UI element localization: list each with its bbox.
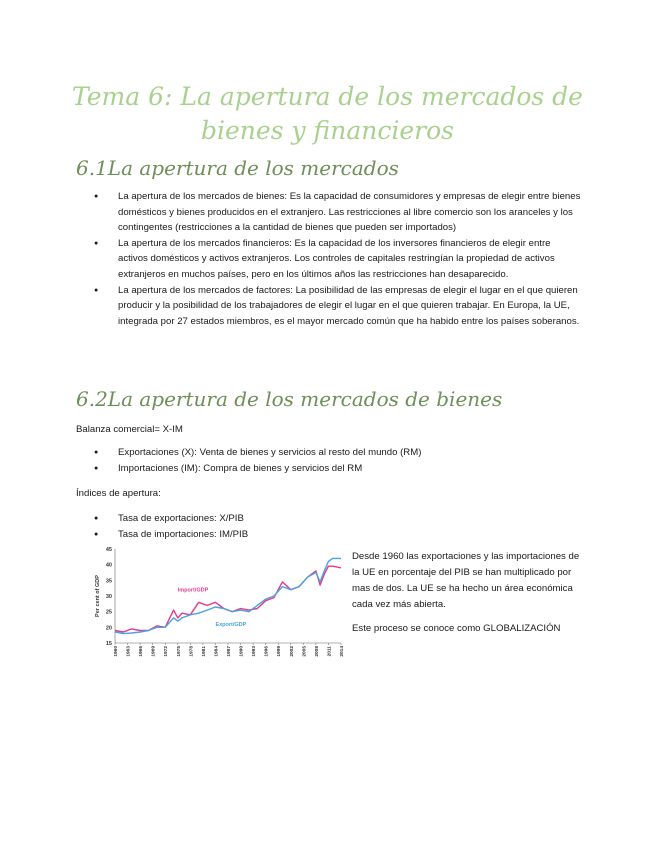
bullet-mercados-financieros: ● La apertura de los mercados financieros: Es la capacidad de los inversores financieros de elegir entre activos domésticos y activos extranjeros. Los controles de capitales restringían la propiedad de activos extranjeros en muchos países, pero en los últimos años las restricciones han desaparecido. <box>94 236 582 283</box>
balanza-comercial-line: Balanza comercial= X-IM <box>76 424 183 435</box>
globalizacion-paragraph: Este proceso se conoce como GLOBALIZACIÓN <box>352 623 561 634</box>
x-tick-label: 1975 <box>176 646 182 657</box>
trade-openness-line-chart <box>93 545 348 663</box>
commentary-paragraph: Desde 1960 las exportaciones y las importaciones de la UE en porcentaje del PIB se han multiplicado por mas de dos. La UE se ha hecho un área económica cada vez más abierta. <box>352 551 580 610</box>
chart-commentary <box>352 549 582 645</box>
balanza-bullet-list <box>94 445 494 476</box>
x-tick-label: 1999 <box>277 646 283 657</box>
x-tick-label: 1966 <box>139 646 145 657</box>
x-tick-label: 1984 <box>214 646 220 657</box>
y-axis-label: Per cent of GDP <box>95 575 101 617</box>
x-tick-label: 1993 <box>252 646 258 657</box>
x-tick-label: 1987 <box>227 646 232 657</box>
x-tick-label: 2005 <box>302 646 308 657</box>
x-tick-label: 1978 <box>189 646 195 657</box>
x-tick-label: 1960 <box>114 646 119 657</box>
x-tick-label: 1972 <box>164 646 170 657</box>
y-tick-label: 20 <box>105 625 112 632</box>
x-tick-label: 1963 <box>126 646 132 657</box>
bullet-mercados-factores: ● La apertura de los mercados de factores: La posibilidad de las empresas de elegir el lugar en el que quieren producir y la posibilidad de los trabajadores de elegir el lugar en el que quieren trabajar. En Europa, la UE, integrada por 27 estados miembros, es el mayor mercado común que ha habido entre los países soberanos. <box>94 283 582 330</box>
bullet-importaciones: ● Importaciones (IM): Compra de bienes y servicios del RM <box>94 461 494 477</box>
x-tick-label: 2011 <box>327 646 333 657</box>
y-tick-label: 45 <box>105 547 112 553</box>
x-tick-label: 1981 <box>201 646 207 657</box>
y-tick-label: 40 <box>105 562 112 569</box>
x-tick-label: 2008 <box>314 646 320 657</box>
x-tick-label: 1969 <box>151 646 157 657</box>
bullet-tasa-importaciones: ● Tasa de importaciones: IM/PIB <box>94 527 394 543</box>
indices-apertura-label: Índices de apertura: <box>76 488 161 499</box>
series-label: Export/GDP <box>215 621 247 628</box>
bullet-exportaciones: ● Exportaciones (X): Venta de bienes y servicios al resto del mundo (RM) <box>94 445 494 461</box>
section-1-bullet-list <box>94 189 582 329</box>
y-tick-label: 25 <box>105 609 112 616</box>
y-tick-label: 15 <box>105 641 112 647</box>
bullet-mercados-bienes: ● La apertura de los mercados de bienes: Es la capacidad de consumidores y empresas de elegir entre bienes domésticos y bienes producidos en el extranjero. Las restricciones al libre comercio son los aranceles y los contingentes (restricciones a la cantidad de bienes que pueden ser importados) <box>94 189 582 236</box>
x-tick-label: 2002 <box>289 646 295 657</box>
y-tick-label: 30 <box>105 594 112 600</box>
x-tick-label: 1990 <box>239 646 245 657</box>
y-tick-label: 35 <box>105 578 112 585</box>
x-tick-label: 2014 <box>340 646 345 657</box>
series-label: Import/GDP <box>177 587 209 594</box>
x-tick-label: 1996 <box>264 646 270 657</box>
page-title: Tema 6: La apertura de los mercados de bienes y financieros <box>72 82 583 145</box>
bullet-tasa-exportaciones: ● Tasa de exportaciones: X/PIB <box>94 511 394 527</box>
indices-bullet-list <box>94 511 394 542</box>
section-heading-6-1: 6.1La apertura de los mercados <box>76 156 399 180</box>
section-heading-6-2: 6.2La apertura de los mercados de bienes <box>76 387 503 411</box>
